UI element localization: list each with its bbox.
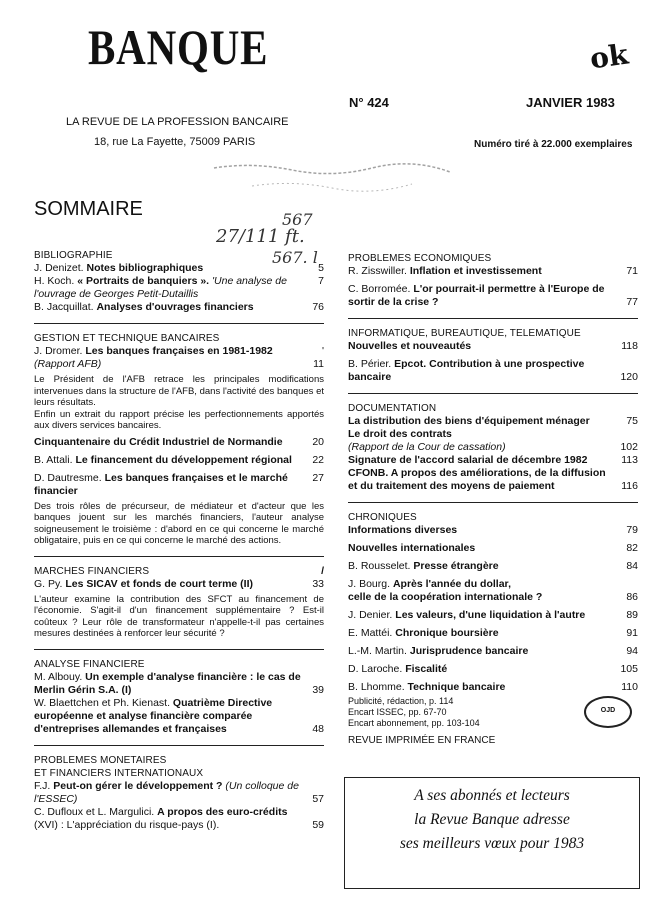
toc-entry[interactable] [34, 301, 324, 314]
page-number: 11 [313, 358, 324, 370]
title: A propos des euro-crédits [157, 805, 288, 818]
toc-entry[interactable] [34, 780, 324, 806]
page-number: 77 [626, 296, 638, 308]
print-run: Numéro tiré à 22.000 exemplaires [474, 139, 633, 150]
title: Nouvelles et nouveautés [348, 340, 472, 352]
ok-stamp: ok [587, 37, 631, 76]
page-number: 102 [620, 441, 638, 453]
issec-info: Encart ISSEC, pp. 67-70 [348, 707, 447, 717]
page-number: 39 [312, 683, 324, 696]
title: Cinquantenaire du Crédit Industriel de Normandie [34, 435, 283, 448]
handwritten-number-2: 567. l [272, 248, 318, 267]
publication-info [348, 696, 578, 746]
title: Informations diverses [348, 524, 458, 536]
toc-entry[interactable] [348, 283, 638, 309]
subscription-info: Encart abonnement, pp. 103-104 [348, 718, 480, 728]
page-number: 105 [620, 663, 638, 675]
author: E. Mattéi. [348, 627, 393, 639]
title: Technique bancaire [407, 681, 506, 693]
author: M. Albouy. [34, 670, 83, 683]
toc-entry[interactable] [348, 645, 638, 658]
section-header-row [34, 565, 324, 578]
page-number: 7 [318, 275, 324, 287]
title: Quatrième Directive européenne et analyse financière comparée d'entreprises allemandes et françaises [34, 696, 273, 735]
abstract: Le Président de l'AFB retrace les principales modifications intervenues dans la structure de l'AFB, dans l'activité des banques et leurs résultats. Enfin un extrait du rapport précise les perfectionnements apportés aux divers services bancaires. [34, 374, 324, 431]
toc-entry[interactable] [34, 436, 324, 449]
toc-entry[interactable] [348, 663, 638, 676]
divider [348, 393, 638, 394]
toc-entry[interactable] [348, 681, 638, 694]
greetings-box [344, 777, 640, 889]
author: W. Blaettchen et Ph. Kienast. [34, 696, 170, 709]
page-number: 27 [312, 471, 324, 484]
author: B. Périer. [348, 358, 392, 370]
divider [348, 318, 638, 319]
divider [34, 323, 324, 324]
page-number: 120 [620, 371, 638, 383]
address: 18, rue La Fayette, 75009 PARIS [94, 136, 256, 148]
title: CFONB. A propos des améliorations, de la diffusion et du traitement des moyens de paiement [348, 467, 606, 492]
toc-entry[interactable] [348, 560, 638, 573]
greetings-line: A ses abonnés et lecteurs [414, 787, 570, 804]
toc-entry[interactable] [34, 454, 324, 467]
toc-entry[interactable] [348, 415, 638, 428]
author: J. Dromer. [34, 345, 83, 357]
title: Inflation et investissement [409, 265, 542, 277]
page-number: 113 [621, 454, 638, 466]
toc-entry[interactable] [348, 467, 638, 493]
page-number: 57 [312, 792, 324, 805]
page-number: 82 [626, 542, 638, 554]
title: Signature de l'accord salarial de décembre 1982 [348, 454, 588, 466]
page-number: 84 [626, 560, 638, 572]
abstract: L'auteur examine la contribution des SFCT au financement de l'économie. S'agit-il d'un financement supplémentaire ? Est-il coûteux ? Leur rôle de transformateur n'appelle-t-il pas certaines mesures destinées à renforcer leur sécurité ? [34, 593, 324, 639]
title: Nouvelles internationales [348, 542, 476, 554]
issue-number: N° 424 [349, 95, 389, 110]
title: Fiscalité [405, 663, 448, 675]
issue-date: JANVIER 1983 [526, 95, 615, 110]
author: G. Py. [34, 577, 63, 590]
author: L.-M. Martin. [348, 645, 407, 657]
toc-entry[interactable] [34, 472, 324, 498]
toc-entry[interactable] [348, 358, 638, 384]
page-number: 5 [318, 262, 324, 274]
page-number: 22 [312, 453, 324, 466]
author: J. Denizet. [34, 262, 84, 274]
title: Chronique boursière [395, 627, 499, 639]
author: B. Jacquillat. [34, 301, 94, 313]
subtitle: (Rapport AFB) [34, 358, 102, 370]
pub-info: Publicité, rédaction, p. 114 [348, 696, 454, 706]
page-number: 94 [626, 645, 638, 657]
ink-stamp-scribble [212, 160, 452, 200]
printed-in-france: REVUE IMPRIMÉE EN FRANCE [348, 735, 496, 746]
toc-entry[interactable] [348, 578, 638, 604]
page-number: 48 [312, 722, 324, 735]
divider [34, 649, 324, 650]
title: Un exemple d'analyse financière : le cas de Merlin Gérin S.A. (I) [34, 670, 301, 696]
title: Les banques françaises en 1981-1982 [85, 345, 273, 357]
section-header: CHRONIQUES [348, 512, 417, 523]
section-header: BIBLIOGRAPHIE [34, 250, 113, 261]
toc-entry[interactable] [348, 524, 638, 537]
handwritten-reference: 27/111 ft. [216, 226, 305, 247]
author: D. Dautresme. [34, 471, 102, 484]
author: C. Borromée. [348, 283, 411, 295]
toc-entry[interactable] [34, 578, 324, 591]
section-header: GESTION ET TECHNIQUE BANCAIRES [34, 333, 220, 344]
right-column [348, 252, 638, 694]
section-header: MARCHES FINANCIERS [34, 565, 150, 577]
toc-entry[interactable] [34, 697, 324, 736]
toc-entry[interactable] [348, 609, 638, 622]
page-number: 110 [621, 681, 638, 693]
section-header: ANALYSE FINANCIERE [34, 658, 145, 670]
title: Epcot. Contribution à une prospective bancaire [348, 358, 585, 383]
pen-mark-icon: / [321, 564, 324, 577]
title: Après l'année du dollar, [392, 578, 511, 590]
section-header: PROBLEMES MONETAIRES [34, 754, 167, 766]
page-number: 86 [626, 591, 638, 603]
title: Le financement du développement régional [75, 453, 292, 466]
abstract: Des trois rôles de précurseur, de médiateur et d'acteur que les banques jouent sur les marchés financiers, l'auteur analyse soigneusement le troisième : d'abord en ce qui concerne le marché obligataire, puis en ce qui concerne le marché des actions. [34, 500, 324, 546]
title: Les SICAV et fonds de court terme (II) [65, 577, 253, 590]
toc-entry[interactable] [34, 671, 324, 697]
greetings-line: ses meilleurs vœux pour 1983 [399, 835, 585, 852]
toc-entry[interactable] [34, 275, 324, 301]
title: Presse étrangère [413, 560, 499, 572]
author: R. Zisswiller. [348, 265, 407, 277]
title: Jurisprudence bancaire [409, 645, 529, 657]
page-number: 116 [621, 480, 638, 492]
page-number: 20 [312, 435, 324, 448]
toc-entry[interactable] [348, 454, 638, 467]
title: Peut-on gérer le développement ? [53, 779, 223, 792]
toc-entry[interactable] [34, 806, 324, 832]
title: « Portraits de banquiers ». [77, 275, 210, 287]
page-number: 91 [626, 627, 638, 639]
toc-entry[interactable] [348, 428, 638, 441]
title: Le droit des contrats [348, 428, 452, 440]
author: J. Bourg. [348, 578, 391, 590]
author: H. Koch. [34, 275, 75, 287]
subtitle: (Rapport de la Cour de cassation) [348, 441, 506, 453]
page-number: 118 [621, 340, 638, 352]
section-header: INFORMATIQUE, BUREAUTIQUE, TELEMATIQUE [348, 328, 581, 339]
mark: ' [321, 345, 324, 357]
page-number: 71 [626, 265, 638, 277]
toc-entry[interactable] [348, 265, 638, 278]
title: La distribution des biens d'équipement ménager [348, 415, 590, 427]
author: C. Dufloux et L. Margulici. [34, 805, 155, 818]
author: B. Lhomme. [348, 681, 405, 693]
section-header: PROBLEMES ECONOMIQUES [348, 253, 492, 264]
toc-entry[interactable] [34, 345, 324, 358]
toc-entry[interactable] [348, 627, 638, 640]
divider [34, 556, 324, 557]
handwritten-number-1: 567 [282, 210, 313, 229]
author: F.J. [34, 779, 51, 792]
toc-entry-sub[interactable] [34, 358, 324, 371]
page-number: 89 [626, 609, 638, 621]
page-number: 75 [626, 415, 638, 427]
page-number: 76 [312, 301, 324, 313]
page-number: 79 [626, 524, 638, 536]
subtitle: (Un colloque de l'ESSEC) [34, 779, 299, 805]
logo: BANQUE [88, 19, 269, 75]
toc-entry-sub[interactable] [348, 441, 638, 454]
ojd-emblem-icon: OJD [584, 696, 632, 728]
author: B. Attali. [34, 453, 73, 466]
subtitle: 'Une analyse de l'ouvrage de Georges Petit-Dutaillis [34, 275, 287, 300]
scribble-graphic [212, 160, 452, 200]
toc-entry[interactable] [348, 542, 638, 555]
title: Les valeurs, d'une liquidation à l'autre [395, 609, 586, 621]
subtitle: LA REVUE DE LA PROFESSION BANCAIRE [66, 116, 289, 128]
page-number: 59 [312, 818, 324, 831]
toc-entry[interactable] [348, 340, 638, 353]
author: J. Denier. [348, 609, 393, 621]
sommaire-title: SOMMAIRE [34, 198, 143, 220]
page-number: 33 [312, 577, 324, 590]
title: L'or pourrait-il permettre à l'Europe de sortir de la crise ? [348, 283, 605, 308]
subtitle: (XVI) : L'appréciation du risque-pays (I). [34, 818, 220, 831]
section-header: DOCUMENTATION [348, 403, 437, 414]
toc-entry[interactable] [34, 262, 324, 275]
title: Notes bibliographiques [86, 262, 204, 274]
title: Les banques françaises et le marché financier [34, 471, 288, 497]
left-column [34, 249, 324, 832]
title-continued: celle de la coopération internationale ? [348, 591, 543, 603]
section-header: ET FINANCIERS INTERNATIONAUX [34, 767, 204, 779]
title: Analyses d'ouvrages financiers [96, 301, 254, 313]
author: D. Laroche. [348, 663, 403, 675]
greetings-line: la Revue Banque adresse [414, 811, 570, 828]
divider [34, 745, 324, 746]
divider [348, 502, 638, 503]
author: B. Rousselet. [348, 560, 411, 572]
